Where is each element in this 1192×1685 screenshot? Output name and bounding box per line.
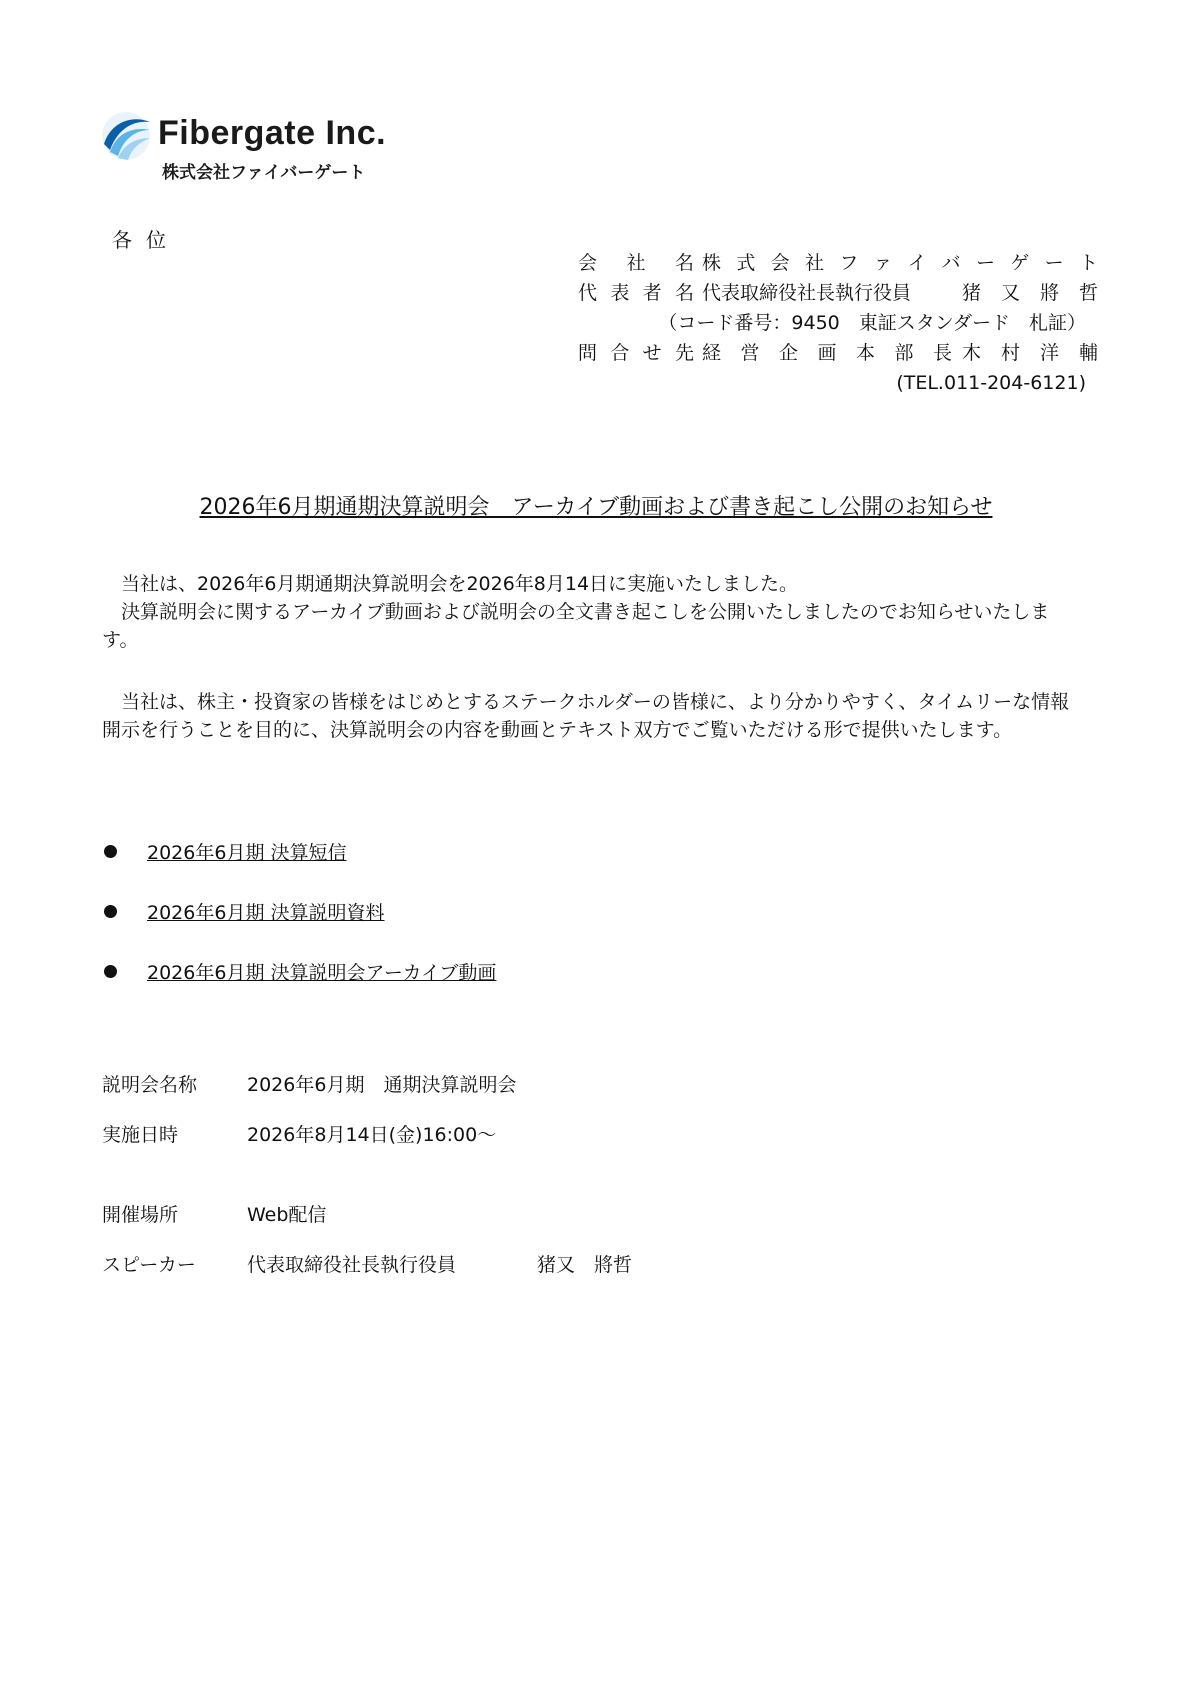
- document-title: 2026年6月期通期決算説明会 アーカイブ動画および書き起こし公開のお知らせ: [199, 495, 993, 520]
- detail-value: 代表取締役社長執行役員: [247, 1254, 457, 1276]
- logo-subtitle: 株式会社ファイバーゲート: [162, 163, 366, 183]
- detail-value: 2026年8月14日(金)16:00～: [247, 1124, 497, 1146]
- contact-row: [578, 338, 1098, 368]
- list-item: [102, 838, 1002, 898]
- addressee: 各位: [112, 228, 180, 252]
- telephone-line: (TEL.011-204-6121): [896, 372, 1086, 394]
- sender-block: [578, 248, 1098, 398]
- contact-label: 問合せ先: [578, 342, 694, 364]
- company-label: 会社名: [578, 252, 694, 274]
- representative-label: 代表者名: [578, 282, 694, 304]
- contact-name: 木 村 洋 輔: [962, 342, 1098, 364]
- detail-value: Web配信: [247, 1204, 327, 1226]
- stock-code-line: （コード番号：9450 東証スタンダード 札証）: [658, 312, 1086, 334]
- speaker-name: 猪又 將哲: [537, 1254, 633, 1276]
- list-item: [102, 958, 1002, 1018]
- logo-name: Fibergate Inc.: [158, 114, 387, 152]
- bullet-icon: [104, 845, 117, 858]
- intro-paragraph: [102, 570, 1082, 654]
- bullet-icon: [104, 905, 117, 918]
- company-value: 株式会社ファイバーゲート: [702, 252, 1098, 274]
- detail-label: 開催場所: [102, 1204, 179, 1226]
- detail-label: スピーカー: [102, 1254, 196, 1276]
- contact-department: 経営企画本部長: [702, 342, 952, 364]
- link-presentation-materials[interactable]: 2026年6月期 決算説明資料: [147, 902, 385, 924]
- globe-logo-icon: [100, 110, 152, 162]
- representative-name: 猪 又 將 哲: [962, 282, 1098, 304]
- representative-title: 代表取締役社長執行役員: [702, 282, 912, 304]
- bullet-icon: [104, 965, 117, 978]
- detail-label: 説明会名称: [102, 1074, 198, 1096]
- representative-row: [578, 278, 1098, 308]
- company-row: [578, 248, 1098, 278]
- document-links: [102, 838, 1002, 1018]
- list-item: [102, 898, 1002, 958]
- purpose-paragraph: 当社は、株主・投資家の皆様をはじめとするステークホルダーの皆様に、より分かりやすく、タイムリーな情報開示を行うことを目的に、決算説明会の内容を動画とテキスト双方でご覧いただける形で提供いたします。: [102, 691, 1070, 741]
- link-archive-video[interactable]: 2026年6月期 決算説明会アーカイブ動画: [147, 962, 497, 984]
- company-logo: [100, 110, 440, 190]
- intro-line: 当社は、2026年6月期通期決算説明会を2026年8月14日に実施いたしました。: [121, 573, 799, 595]
- detail-value: 2026年6月期 通期決算説明会: [247, 1074, 517, 1096]
- link-earnings-report[interactable]: 2026年6月期 決算短信: [147, 842, 347, 864]
- intro-line-2: 決算説明会に関するアーカイブ動画および説明会の全文書き起こしを公開いたしましたのでお知らせいたします。: [102, 601, 1050, 651]
- detail-label: 実施日時: [102, 1124, 179, 1146]
